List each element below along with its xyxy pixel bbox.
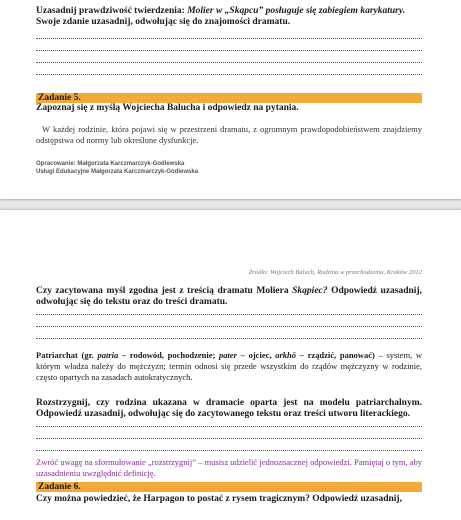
credit-company: Usługi Edukacyjne Małgorzata Karczmarczyk-Godlewska <box>36 169 199 175</box>
document-page-1 <box>0 0 461 199</box>
zadanie-6-heading: Zadanie 6. <box>36 482 422 492</box>
zadanie-5-instruction: Zapoznaj się z myślą Wojciecha Balucha i odpowiedz na pytania. <box>36 103 299 113</box>
question-1: Czy zacytowana myśl zgodna jest z treścią dramatu Moliera Skąpiec? Odpowiedź uzasadnij, odwołując się do tekstu oraz do treści dramatu. <box>36 286 422 307</box>
task-4-text: Uzasadnij prawdziwość twierdzenia: Molier w „Skąpcu” posługuje się zabiegiem karykatury. Swoje zdanie uzasadnij, odwołując się do znajomości dramatu. <box>36 6 406 27</box>
answer-line <box>36 338 422 339</box>
answer-line <box>36 450 422 451</box>
answer-line <box>36 314 422 315</box>
answer-line <box>36 62 422 63</box>
answer-line <box>36 426 422 427</box>
document-page-2 <box>0 210 461 520</box>
zadanie-5-heading: Zadanie 5. <box>36 93 422 103</box>
question-3: Czy można powiedzieć, że Harpagon to postać z rysem tragicznym? Odpowiedź uzasadnij, <box>36 494 402 504</box>
baluch-quote: W każdej rodzinie, która pojawi się w przestrzeni dramatu, z ogromnym prawdopodobieństwem znajdziemy odstępstwa od normy lub określone dysfunkcje. <box>36 124 422 145</box>
question-2: Rozstrzygnij, czy rodzina ukazana w dramacie oparta jest na modelu patriarchalnym. Odpowiedź uzasadnij, odwołując się do zacytowanego tekstu oraz treści utworu literackiego. <box>36 398 422 419</box>
answer-line <box>36 74 422 75</box>
hint-text: Zwróć uwagę na sformułowanie „rozstrzygnij” – musisz udzielić jednoznacznej odpowiedzi. Pamiętaj o tym, aby uzasadnieniu uwzględnić definicję. <box>36 457 422 478</box>
credit-author: Opracowanie: Małgorzata Karczmarczyk-Godlewska <box>36 161 185 167</box>
answer-line <box>36 326 422 327</box>
answer-line <box>36 50 422 51</box>
patriarchat-definition: Patriarchat (gr. patria – rodowód, pochodzenie; pater – ojciec, arkhō – rządzić, panować) – system, w którym władza należy do mężczyzn; termin odnosi się przede wszystkim do rządów mężczyzny w rodzinie, często opartych na zasadach autokratycznych. <box>36 350 423 382</box>
answer-line <box>36 38 422 39</box>
source-header: Źródło: Wojciech Baluch, Rodzina w przechodzeniu, Kraków 2012 <box>248 269 422 276</box>
answer-line <box>36 438 422 439</box>
